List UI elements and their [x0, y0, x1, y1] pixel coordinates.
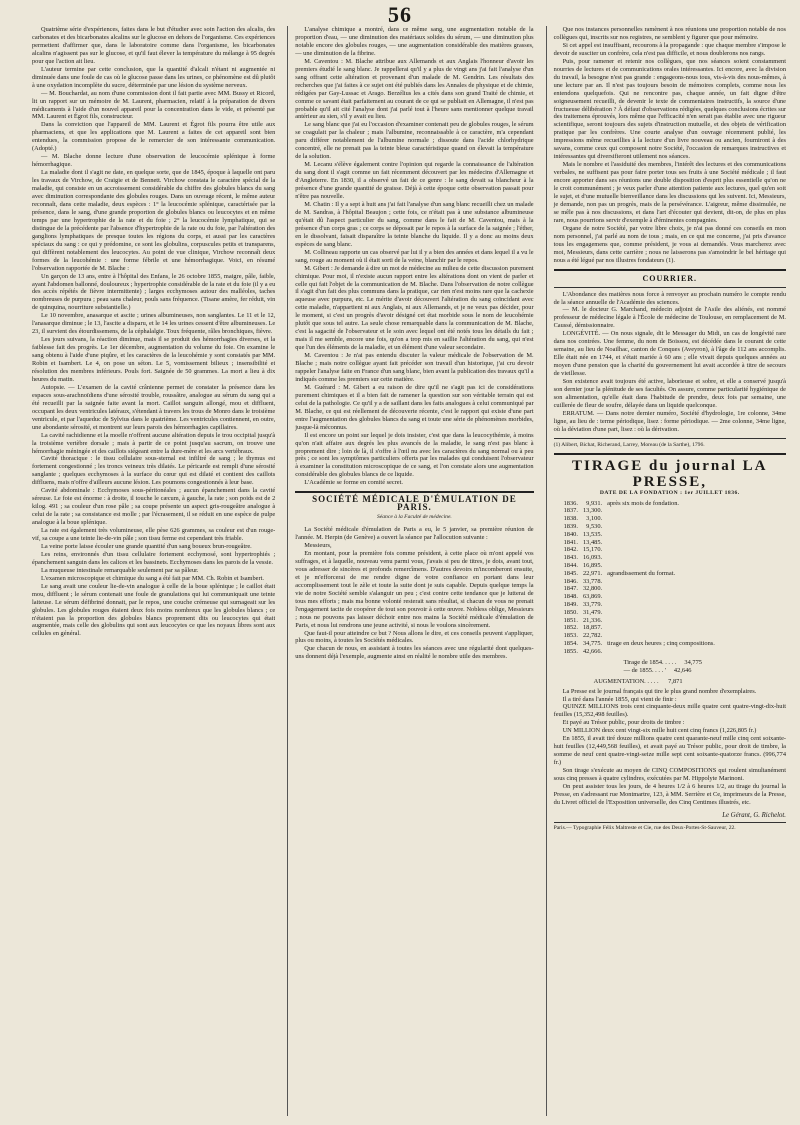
courrier-title: COURRIER. — [642, 273, 698, 283]
tirage-count: 16,093. — [582, 554, 603, 562]
paragraph: Un garçon de 13 ans, entre à l'hôpital des Enfans, le 26 octobre 1855, maigre, pâle, faible, ayant l'abdomen ballonné, douloureux ; hypertrophie considérable de la rate et du foie (il y a eu des accès répétés de fièvre intermittente) ; larges ecchymoses autour des malléoles, taches nombreuses de purpura ; peau sans chaleur, pouls sans fréquence. (Tisane amère, fer réduit, vin de quinquina, nourriture substantielle.) — [32, 272, 276, 312]
tirage-year: 1853. — [563, 632, 578, 640]
news-item: L'Abondance des matières nous force à renvoyer au prochain numéro le compte rendu de la séance annuelle de l'Académie des sciences. — [553, 290, 786, 306]
summary-row — [624, 659, 786, 667]
tirage-row — [564, 585, 720, 593]
tirage-year: 1836. — [563, 499, 578, 507]
tirage-row — [564, 562, 720, 570]
summary-label: — de 1855. . . . ' — [623, 666, 666, 674]
paragraph: L'Académie se forme en comité secret. — [304, 479, 403, 487]
paragraph: L'examen microscopique et chimique du sang a été fait par MM. Ch. Robin et Isambert. — [41, 574, 264, 582]
tirage-row — [564, 632, 720, 640]
paragraph: Puis, pour ramener et retenir nos collègues, que nos séances soient constamment nourries de lectures et de communications orales intéressantes. Ici encore, avec la division du travail, la besogne n'est pas grande : engageons-nous tous, vis-à-vis des nous-mêmes, à une lecture par an. Il n'est pas toujours besoin de mémoires complets, comme nous les entendons quelquefois. Qui ne rencontre pas, chaque année, un fait digne d'être soigneusement recueilli, de devenir le texte de commentaires instructifs, la source d'une fructueuse délibération ? À défaut d'observations rédigées, quelques conclusions écrites sur des traitemens éprouvés, lors même que l'efficacité n'en serait pas établie avec une rigueur scientifique, seront toujours des sujets d'instruction mutuelle, et des objets de vérification pratique par les confrères. Une courte analyse d'un ouvrage récemment publié, les impressions même recueillies à la lecture d'un livre nouveau ou ancien, fourniront à des savans, comme ceux qui composent notre Société, l'occasion de remarques instructives et intéressantes qui diversifieront utilement nos séances. — [553, 57, 786, 161]
paragraph: Messieurs, — [304, 542, 332, 550]
tirage-count: 21,336. — [582, 616, 603, 624]
tirage-paragraphs — [554, 688, 786, 807]
society-title: SOCIÉTÉ MÉDICALE D'ÉMULATION DE PARIS. — [312, 494, 517, 513]
augmentation-label: AUGMENTATION. . . . . — [593, 677, 659, 685]
tirage-count: 9,530. — [586, 523, 603, 531]
augmentation-value: 7,871 — [668, 677, 683, 685]
tirage-paragraph: Son tirage s'exécute au moyen de CINQ COMPOSITIONS qui roulent simultanément sous cinq presses à quatre cylindres, exécutées par M. Hippolyte Marinoni. — [553, 767, 786, 783]
tirage-count: 18,857. — [582, 624, 603, 632]
tirage-note — [607, 507, 720, 515]
tirage-note — [607, 523, 720, 531]
tirage-note — [607, 515, 720, 523]
tirage-paragraph: UN MILLION deux cent vingt-six mille huit cent cinq francs (1,226,805 fr.) — [562, 727, 757, 735]
tirage-count: 13,300. — [582, 507, 603, 515]
paragraph: Que faut-il pour atteindre ce but ? Nous allons le dire, et ces conseils peuvent s'appliquer, plus ou moins, à toutes les Sociétés médicales. — [295, 629, 534, 645]
tirage-count: 42,666. — [582, 647, 603, 655]
news-item: — M. le docteur G. Marchand, médecin adjoint de l'Asile des aliénés, est nommé professeur de médecine légale à l'École de médecine de Toulouse, en remplacement de M. Caussé, démissionnaire. — [553, 306, 786, 330]
paragraph: Les jours suivans, la réaction diminue, mais il se produit des hémorrhagies diverses, et la faiblesse fait des progrès. Le 1er décembre, augmentation du volume du foie. On examine le sang obtenu à l'aide d'une piqûre, et les caractères de la leucohémie y sont constatés par MM. Robin et Isambert. Le 4, on pose un séton. Le 5, vomissement bilieux ; insensibilité et résolution des membres inférieurs. Pouls fort. Saignée de 50 grammes. La mort a lieu à dix heures du matin. — [32, 336, 276, 383]
tirage-count: 32,800. — [582, 585, 603, 593]
tirage-row — [564, 601, 720, 609]
paragraph: M. Lecanu s'élève également contre l'opinion qui regarde la connaissance de l'altération du sang dont il s'agit comme un fait récemment découvert par les médecins d'Allemagne et d'Angleterre. En 1830, il a observé un fait de ce genre : le sang devait sa blancheur à la présence d'une grande quantité de graisse. Déjà à cette époque cette observation passait pour n'être pas nouvelle. — [295, 161, 534, 201]
tirage-note — [607, 617, 720, 625]
paragraph: Dans la conviction que l'appareil de MM. Laurent et Égrot fils pourra être utile aux pharmaciens, et que les applications que M. Laurent a faites de cet appareil sont bien entendues, la commission propose de le remercier de son intéressante communication. (Adopté.) — [32, 121, 276, 153]
academy-discussion — [295, 26, 533, 487]
tirage-year: 1844. — [563, 562, 578, 570]
tirage-paragraph: Il a tiré dans l'année 1855, qui vient de finir : — [562, 695, 677, 703]
augmentation-row — [594, 678, 786, 686]
tirage-count: 22,971. — [582, 569, 603, 577]
tirage-count: 13,485. — [582, 538, 603, 546]
society-address-continued — [554, 26, 786, 265]
tirage-year: 1850. — [563, 608, 578, 616]
paragraph: Quatrième série d'expériences, faites dans le but d'étudier avec soin l'action des alcalis, des carbonates et des bicarbonates alcalins sur le glucose en dehors de l'organisme. Ces expériences permettent d'affirmer que, dans le laboratoire comme dans l'organisme, les bicarbonates alcalins n'agissent pas sur le glucose, et qu'il faut élever la température du mélange à 95 degrés pour que l'action ait lieu. — [32, 26, 276, 65]
paragraph: Les reins, environnés d'un tissu cellulaire fortement ecchymosé, sont hypertrophiés ; épanchement sanguin dans les calices et les bassinets. Ecchymoses dans les parois de la vessie. — [32, 550, 276, 566]
tirage-note — [607, 624, 720, 632]
tirage-row — [564, 500, 720, 508]
tirage-note — [607, 632, 720, 640]
tirage-year: 1842. — [563, 546, 578, 554]
tirage-row — [564, 515, 720, 523]
tirage-note — [607, 531, 720, 539]
news-item: Son existence avait toujours été active, laborieuse et sobre, et elle a conservé jusqu'à son dernier jour la plénitude de ses facultés. On assure, comme particularité hygiénique de son alimentation, qu'elle était dans l'habitude de prendre, deux fois par semaine, une cuillerée de fleur de soufre, délayée dans un liquide quelconque. — [553, 378, 786, 409]
tirage-table — [564, 500, 720, 656]
tirage-row — [564, 570, 720, 578]
tirage-row — [564, 539, 720, 547]
footnote: (1) Alibert, Bichat, Richerand, Larrey, Moreau (de la Sarthe), 1796. — [553, 441, 705, 448]
tirage-note — [607, 609, 720, 617]
section-divider — [554, 453, 786, 455]
tirage-year: 1852. — [563, 624, 578, 632]
tirage-year: 1851. — [563, 616, 578, 624]
paragraph: Le sang avait une couleur lie-de-vin analogue à celle de la boue splénique ; le caillot était mou, diffluent ; le sérum contenait une foule de granulations qui lui communiquait une teinte laiteuse. Le sérum défibriné donnait, par le repos, une couche crémeuse qui surnageait sur les globules. Les globules rouges étaient deux fois moins nombreux que les globules blancs ; ce n'étaient pas la proportion des globules blancs proprement dits ou leucocytes qui était augmentée, mais celle des globulins qui sont aux leucocytes ce que les noyaux libres sont aux cellules en général. — [32, 582, 276, 638]
tirage-row — [564, 648, 720, 656]
tirage-count: 22,782. — [582, 632, 603, 640]
tirage-year: 1845. — [563, 569, 578, 577]
paragraph: M. Caventou : M. Blache attribue aux Allemands et aux Anglais l'honneur d'avoir les premiers étudié le sang blanc. Je rappellerai qu'il y a plus de vingt ans j'ai fait l'analyse d'un sang offrant cette altération et provenant d'un malade de M. Gendrin. Les résultats des recherches que j'ai faites à ce sujet ont été publiés dans les Annales de physique et de chimie, rédigées par Gay-Lussac et Arago. Berzélius les a cités dans son grand Traité de chimie, et comme ce savant était parfaitement au courant de ce qui se publiait en Allemagne, il n'est pas probable qu'il ait cité l'analyse dont j'ai parlé tout à l'heure sans mentionner quelque travail antérieur au sien, s'il y avait eu lieu. — [295, 57, 534, 121]
paragraph: En montant, pour la première fois comme président, à cette place où m'ont appelé vos suffrages, et à laquelle, nouveau venu parmi vous, j'avais si peu de titres, je dois, avant tout, vous adresser de sincères et profonds remercîmens. D'autres devoirs m'incomberont ensuite, et je m'efforcerai de me rendre digne de votre confiance en portant dans leur accomplissement tout le zèle et toute la suite dont je suis capable. Depuis quelque temps la vie de notre Société semble s'alanguir un peu ; c'est contre cette tendance que je lutterai de tous mes efforts ; mais ma bonne volonté resterait sans résultat, si chacun de vous ne prenait l'engagement tacite de coopérer de tout son pouvoir à cette œuvre. Nobless oblige, Messieurs ; nous ne pouvons pas laisser déchoir entre nos mains la Société médicale d'émulation de Paris, et nous lui rendrons une jeune activité, si nous le voulons sincèrement. — [295, 550, 534, 629]
tirage-note — [607, 585, 720, 593]
paragraph: La rate est également très volumineuse, elle pèse 626 grammes, sa couleur est d'un rouge-vif, sa coupe a une teinte lie-de-vin pâle ; son tissu ferme est cependant très friable. — [32, 527, 276, 542]
paragraph: M. Collineau rapporte un cas observé par lui il y a bien des années et dans lequel il a vu le sang, rouge au moment où il était sorti de la veine, blanchir par le repos. — [295, 248, 534, 264]
paragraph: — M. Bouchardat, au nom d'une commission dont il fait partie avec MM. Bussy et Ricord, lit un rapport sur un mémoire de M. Laurent, pharmacien, relatif à la préparation de divers médicaments à l'aide d'un nouvel appareil pour la concentration dans le vide, et présenté par MM. Laurent et Égrot fils, constructeur. — [32, 89, 276, 121]
tirage-row — [564, 617, 720, 625]
tirage-row — [564, 609, 720, 617]
news-item: ERRATUM. — Dans notre dernier numéro, Société d'hydrologie, 1re colonne, 34me ligne, au lieu de : terme périodique, lisez : forme périodique. — 2me colonne, 34me ligne, où la déviation d'une part, lisez : où la dérivation. — [553, 409, 786, 433]
paragraph: M. Guérard : M. Gibert a eu raison de dire qu'il ne s'agit pas ici de considérations purement chimiques et il a bien fait de ramener la question sur son véritable terrain qui est celui de la pathologie. Ce qu'il y a de saillant dans les faits analogues à celui communiqué par M. Blache, ce qui est réellement de découverte récente, c'est le rapport qui existe d'une part entre l'augmentation des globules blancs du sang et toute une série de phénomènes morbides, jusque-là méconnus. — [295, 383, 534, 431]
paragraph: Le 10 novembre, anasarque et ascite ; urines albumineuses, non sanglantes. Le 11 et le 12, l'anasarque diminue ; le 13, l'ascite a disparu, et le 14 les urines cessent d'être albumineuses. Le 23, il survient des étourdissemens, de la céphalalgie. Toux fréquente, râles bronchiques, fièvre. — [32, 312, 276, 336]
paragraph: — M. Blache donne lecture d'une observation de leucocémie splénique à forme hémorrhagique. — [32, 153, 276, 169]
tirage-row — [564, 531, 720, 539]
tirage-paragraph: En 1855, il avait tiré douze millions quatre cent quarante-neuf mille cinq cent soixante-huit feuilles (12,449,568 feuilles), et avait payé au Trésor public, pour droit de timbre, la somme de neuf cent quatre-vingt-seize mille sept cent soixante-quatorze francs. (996,774 fr.) — [553, 735, 786, 767]
tirage-year: 1843. — [563, 554, 578, 562]
tirage-count: 31,479. — [582, 608, 603, 616]
tirage-year: 1847. — [563, 585, 578, 593]
tirage-row — [564, 593, 720, 601]
paragraph: Mais le nombre et l'assiduité des membres, l'intérêt des lectures et des communications verbales, ne suffisent pas pour faire porter tous ses fruits à une Société médicale ; il faut encore apporter dans ses réunions une double disposition d'esprit plus essentielle qu'on ne le croit communément ; je veux parler d'une attention patiente aux lectures, quel qu'en soit le sujet, et d'une mutuelle bienveillance dans les discussions qui les suivent. Ici, Messieurs, je demande, non pas un progrès, mais de la persévérance. L'aigreur, même dissimulée, ne se mêle pas à nos discussions, et dans l'art d'écouter qui devient, dit-on, de plus en plus rare, nous pourrions servir d'exemple à d'éminentes compagnies. — [553, 161, 786, 224]
tirage-count: 3,100. — [586, 515, 603, 523]
tirage-year: 1849. — [563, 601, 578, 609]
tirage-year: 1839. — [563, 523, 578, 531]
tirage-year: 1838. — [563, 515, 578, 523]
section-divider — [554, 269, 786, 271]
tirage-paragraph: On peut assister tous les jours, de 4 heures 1/2 à 6 heures 1/2, au tirage du journal la Presse, en s'adressant rue Montmartre, 123, à MM. Serrière et Ce, imprimeurs de la Presse, du Livret officiel de l'Exposition universelle, des Cinq Centimes illustrés, etc. — [553, 782, 786, 806]
paragraph: L'analyse chimique a montré, dans ce même sang, une augmentation notable de la proportion d'eau, — une diminution des matériaux solides du sérum, — une diminution plus notable encore des globules rouges, — une augmentation considérable des matières grasses, — une diminution de la fibrine. — [295, 26, 534, 57]
paragraph: Il est encore un point sur lequel je dois insister, c'est que dans la leucocythémie, à moins qu'on n'ait affaire aux degrés les plus avancés de la maladie, le sang n'est pas blanc à proprement dire ; loin de là, il s'offre à l'œil nu avec les caractères du sang normal ou à peu près ; ce sont les symptômes particuliers offerts par les malades qui conduisent l'observateur à examiner la constitution microscopique de ce sang, et l'on constate alors une augmentation considérable des globules blancs de ce liquide. — [295, 431, 534, 479]
tirage-year: 1841. — [563, 538, 578, 546]
tirage-row — [564, 546, 720, 554]
tirage-count: 63,869. — [582, 593, 603, 601]
tirage-count: 34,775. — [582, 640, 603, 647]
section-divider — [554, 287, 786, 288]
paragraph: La cavité rachidienne et la moelle n'offrent aucune altération depuis le trou occipital jusqu'à la troisième vertèbre dorsale ; mais à partir de ce point jusqu'au sacrum, on trouve une hémorrhagie méningée et des caillots siégeant entre la dure-mère et les arcs vertébraux. — [32, 431, 276, 455]
tirage-count: 33,778. — [582, 577, 603, 585]
news-item: LONGÉVITÉ. — On nous signale, dit le Messager du Midi, un cas de longévité rare dans nos contrées. Une femme, du nom de Boissou, est décédée dans le courant de cette semaine, au lieu de Noailhac, canton de Conques (Aveyron), à l'âge de 112 ans accomplis. Elle était née en 1744, et s'était mariée à 60 ans ; elle vivait depuis quelques années au moyen d'une pension que la charité du gouvernement lui avait accordée à titre de secours de vieillesse. — [553, 330, 786, 378]
tirage-summary — [624, 659, 786, 675]
tirage-count: 16,895. — [582, 562, 603, 570]
tirage-count: 13,535. — [582, 530, 603, 538]
society-address — [295, 526, 533, 661]
tirage-subtitle: DATE DE LA FONDATION : 1er JUILLET 1836. — [599, 489, 740, 496]
summary-value: 42,646 — [673, 666, 692, 674]
society-subtitle: Séance à la Faculté de médecine. — [376, 514, 452, 521]
tirage-count: 9,931. — [586, 499, 603, 507]
paragraph: La maladie dont il s'agit ne date, en quelque sorte, que de 1845, époque à laquelle ont paru les travaux de Virchow, de Craigie et de Bennett. Virchow constata le caractère spécial de la maladie, qui consiste en un accroissement considérable du chiffre des globules blancs du sang avec diminution correspondante des globules rouges. Dans un ouvrage récent, le même auteur reconnaît, dans cette maladie, deux espèces : 1° la leucocémie splénique, caractérisée par la présence, dans le sang, d'une grande proportion de globules blancs ou leucocytes et en même temps par une hypertrophie de la rate et du foie ; 2° la leucocémie lymphatique, qui se distingue de la précédente par l'absence d'hypertrophie de la rate ou du foie, par l'altération des ganglions lymphatiques de presque toutes les régions du corps, et aussi par les caractères spéciaux du sang : ce qui y prédomine, ce sont les globulins, corpuscules petits et transparens, qui diffèrent notablement des leucocytes. Au point de vue clinique, Virchow reconnaît deux formes de la leucohémie : une forme fébrile et une hémorrhagique. Voici, en résumé l'observation rapportée de M. Blache : — [32, 169, 276, 272]
paragraph: M. Chatin : Il y a sept à huit ans j'ai fait l'analyse d'un sang blanc recueilli chez un malade de M. Sandras, à l'hôpital Beaujon ; cette fois, ce n'était pas à une substance albumineuse qu'était dû l'aspect particulier du sang, comme dans le fait de M. Caventou, mais à la présence d'un corps gras ; ce corps se déposait par le repos à la surface de la saignée ; l'éther, en le dissolvant, faisait disparaître la teinte blanche du liquide. Il y a donc au moins deux espèces de sang blanc. — [295, 200, 534, 248]
tirage-year: 1848. — [563, 593, 578, 601]
paragraph: M. Gibert : Je demande à dire un mot de médecine au milieu de cette discussion purement chimique. Pour moi, il n'existe aucun rapport entre les altérations dont on vient de parler et celle qui fait l'objet de la communication de M. Blache. Dans l'observation de notre collègue il s'agit d'un fait des plus communs dans la pratique, car rien n'est moins rare que la cachexie aqueuse avec purpura, etc. Le mérite d'avoir découvert l'altération du sang coïncidant avec cette maladie, n'appartient ni aux Anglais, ni aux Allemands, et je ne veux pas décider, pour le moment, si c'est un progrès d'avoir désigné cet état morbide sous le nom de leucohémie plutôt que sous tel autre. La seule chose remarquable dans la communication de M. Blache, c'est la sagacité de l'observateur et le soin avec lequel ont été notés tous les détails du fait ; mais il me semble, encore une fois, qu'on a trop mis en saillie l'altération du sang, qui n'est que l'un des éléments de la maladie, et un élément d'une valeur secondaire. — [295, 264, 534, 352]
tirage-year: 1855. — [563, 647, 578, 655]
tirage-row — [564, 578, 720, 586]
tirage-note — [607, 601, 720, 609]
tirage-paragraph: QUINZE MILLIONS trois cent cinquante-deux mille quatre cent quatre-vingt-dix-huit feuilles (15,352,498 feuilles). — [553, 703, 786, 719]
tirage-year: 1846. — [563, 577, 578, 585]
paragraph: L'auteur termine par cette conclusion, que la quantité d'alcali n'étant ni augmentée ni diminuée dans une foule de cas où le glucose passe dans les urines, ce phénomène est dû plutôt à une oxydation incomplète du sucre, déterminée par une lésion du système nerveux. — [32, 65, 276, 89]
tirage-note: agrandissement du format. — [607, 569, 676, 577]
tirage-note: après six mois de fondation. — [607, 499, 680, 507]
tirage-note — [607, 578, 720, 586]
tirage-row — [564, 624, 720, 632]
tirage-paragraph: La Presse est le journal français qui tire le plus grand nombre d'exemplaires. — [562, 687, 757, 695]
paragraph: La veine porte laisse écouler une grande quantité d'un sang boueux brun-rougeâtre. — [41, 542, 252, 550]
paragraph: Si cet appel est insuffisant, recourons à la propagande : que chaque membre s'impose le devoir de susciter un confrère, cela n'est pas difficile, et nous doublerons nos rangs. — [553, 41, 786, 57]
tirage-row — [564, 640, 720, 648]
tirage-note — [607, 546, 720, 554]
tirage-row — [564, 554, 720, 562]
summary-label: Tirage de 1854. . . . . — [623, 658, 677, 666]
column-3 — [546, 26, 786, 1116]
tirage-title: TIRAGE du journal LA PRESSE, — [572, 457, 768, 490]
tirage-note — [607, 648, 720, 656]
tirage-row — [564, 523, 720, 531]
summary-value: 34,775 — [684, 658, 702, 666]
tirage-paragraph: Et payé au Trésor public, pour droits de timbre : — [562, 719, 685, 727]
paragraph: Cavité thoracique : le tissu cellulaire sous-sternal est infiltré de sang ; le thymus est fortement congestionné ; les troncs veineux très dilatés. Le péricarde est rempli d'une sérosité sanglante ; quelques ecchymoses à la surface du cœur qui est dilaté et contient des caillots diffluens, mais n'offre d'ailleurs aucune lésion. Les poumons congestionnés à leur base. — [32, 455, 276, 487]
tirage-note — [607, 539, 720, 547]
paragraph: Organe de notre Société, par votre libre choix, je n'ai pas donné ces conseils en mon nom personnel, j'ai parlé au nom de tous ; mais, en ce qui me concerne, j'ai pris d'avance tous les engagemens que, comme président, je vous ai demandés. Vous marcherez avec moi, Messieurs, dans cette carrière ; nous ne laisserons pas s'amoindrir le bel héritage qui nous a été légué par nos illustres fondateurs (1). — [553, 224, 786, 264]
paragraph: Que chacun de nous, en assistant à toutes les séances avec une régularité dont quelques-uns donnent déjà l'exemple, augmente ainsi en réalité le nombre utile des membres. — [295, 645, 534, 661]
paragraph: Autopsie. — L'examen de la cavité crânienne permet de constater la présence dans les espaces sous-arachnoïdiens d'une sérosité trouble, roussâtre, analogue au sérum du sang qui a été recueilli par la saignée faite avant la mort. Caillot sanguin allongé, mou et diffluent, occupant les deux ventricules latéraux, s'étendant à travers les trous de Monro dans le troisième ventricule, et par l'aqueduc de Sylvius dans le quatrième. Les ventricules contiennent, en outre, une abondante sérosité, et montrent sur leurs parois des hémorrhagies capillaires. — [32, 383, 276, 431]
section-divider — [295, 491, 533, 493]
tirage-year: 1840. — [563, 530, 578, 538]
column-1 — [32, 26, 275, 1116]
tirage-note — [607, 562, 720, 570]
column-2 — [287, 26, 533, 1116]
imprint-line: Paris.— Typographie Félix Maltreste et Cie, rue des Deux-Portes-St-Sauveur, 22. — [554, 822, 786, 832]
paragraph: La Société médicale d'émulation de Paris a eu, le 5 janvier, sa première réunion de l'année. M. Herpin (de Genève) a ouvert la séance par l'allocution suivante : — [295, 526, 534, 542]
tirage-row — [564, 507, 720, 515]
columns — [32, 26, 786, 1116]
tirage-note — [607, 593, 720, 601]
tirage-year: 1837. — [563, 507, 578, 515]
page-number: 56 — [388, 2, 412, 27]
paragraph: La muqueuse intestinale remarquable seulement par sa pâleur. — [41, 566, 199, 574]
signature: Le Gérant, G. Richelot. — [722, 811, 786, 819]
paragraph: M. Caventou : Je n'ai pas entendu discuter la valeur médicale de l'observation de M. Blache ; mais notre collègue ayant fait précéder son travail d'un historique, j'ai cru devoir rappeler l'analyse faite en France d'un sang blanc, bien avant la publication des travaux qu'il a indiqués comme les premiers sur cette matière. — [295, 352, 534, 383]
tirage-year: 1854. — [563, 640, 578, 647]
tirage-note — [607, 554, 720, 562]
paragraph: Cavité abdominale : Ecchymoses sous-péritonéales ; aucun épanchement dans la cavité séreuse. Le foie est énorme : à droite, il touche le cæcum, à gauche, la rate ; son poids est de 2 kilog. 491 ; sa couleur d'un rose pâle ; sa coupe présente un aspect gris-rougeâtre analogue à celui de la rate ; sa consistance est molle ; par l'écrasement, il se réduit en une espèce de pulpe analogue à la boue splénique. — [32, 487, 276, 527]
summary-row — [624, 667, 786, 675]
footnote-divider — [554, 438, 786, 439]
tirage-count: 15,170. — [582, 546, 603, 554]
tirage-note: tirage en deux heures ; cinq compositions. — [607, 640, 715, 647]
paragraph: Le sang blanc que j'ai eu l'occasion d'examiner contenait peu de globules rouges, le sérum se coagulait par la chaleur ; mais l'albumine, reconnaissable à ce caractère, m'a cependant paru différer notablement de l'albumine normale ; dissoute dans l'acide chlorhydrique concentré, elle ne prenait pas la teinte bleue caractéristique quand on élevait la température de la solution. — [295, 121, 534, 161]
courrier-items — [554, 291, 786, 434]
tirage-count: 33,779. — [582, 601, 603, 609]
paragraph: Que nos instances personnelles ramènent à nos réunions une proportion notable de nos collègues qui, inscrits sur nos registres, ne semblent y figurer que pour mémoire. — [553, 26, 786, 41]
